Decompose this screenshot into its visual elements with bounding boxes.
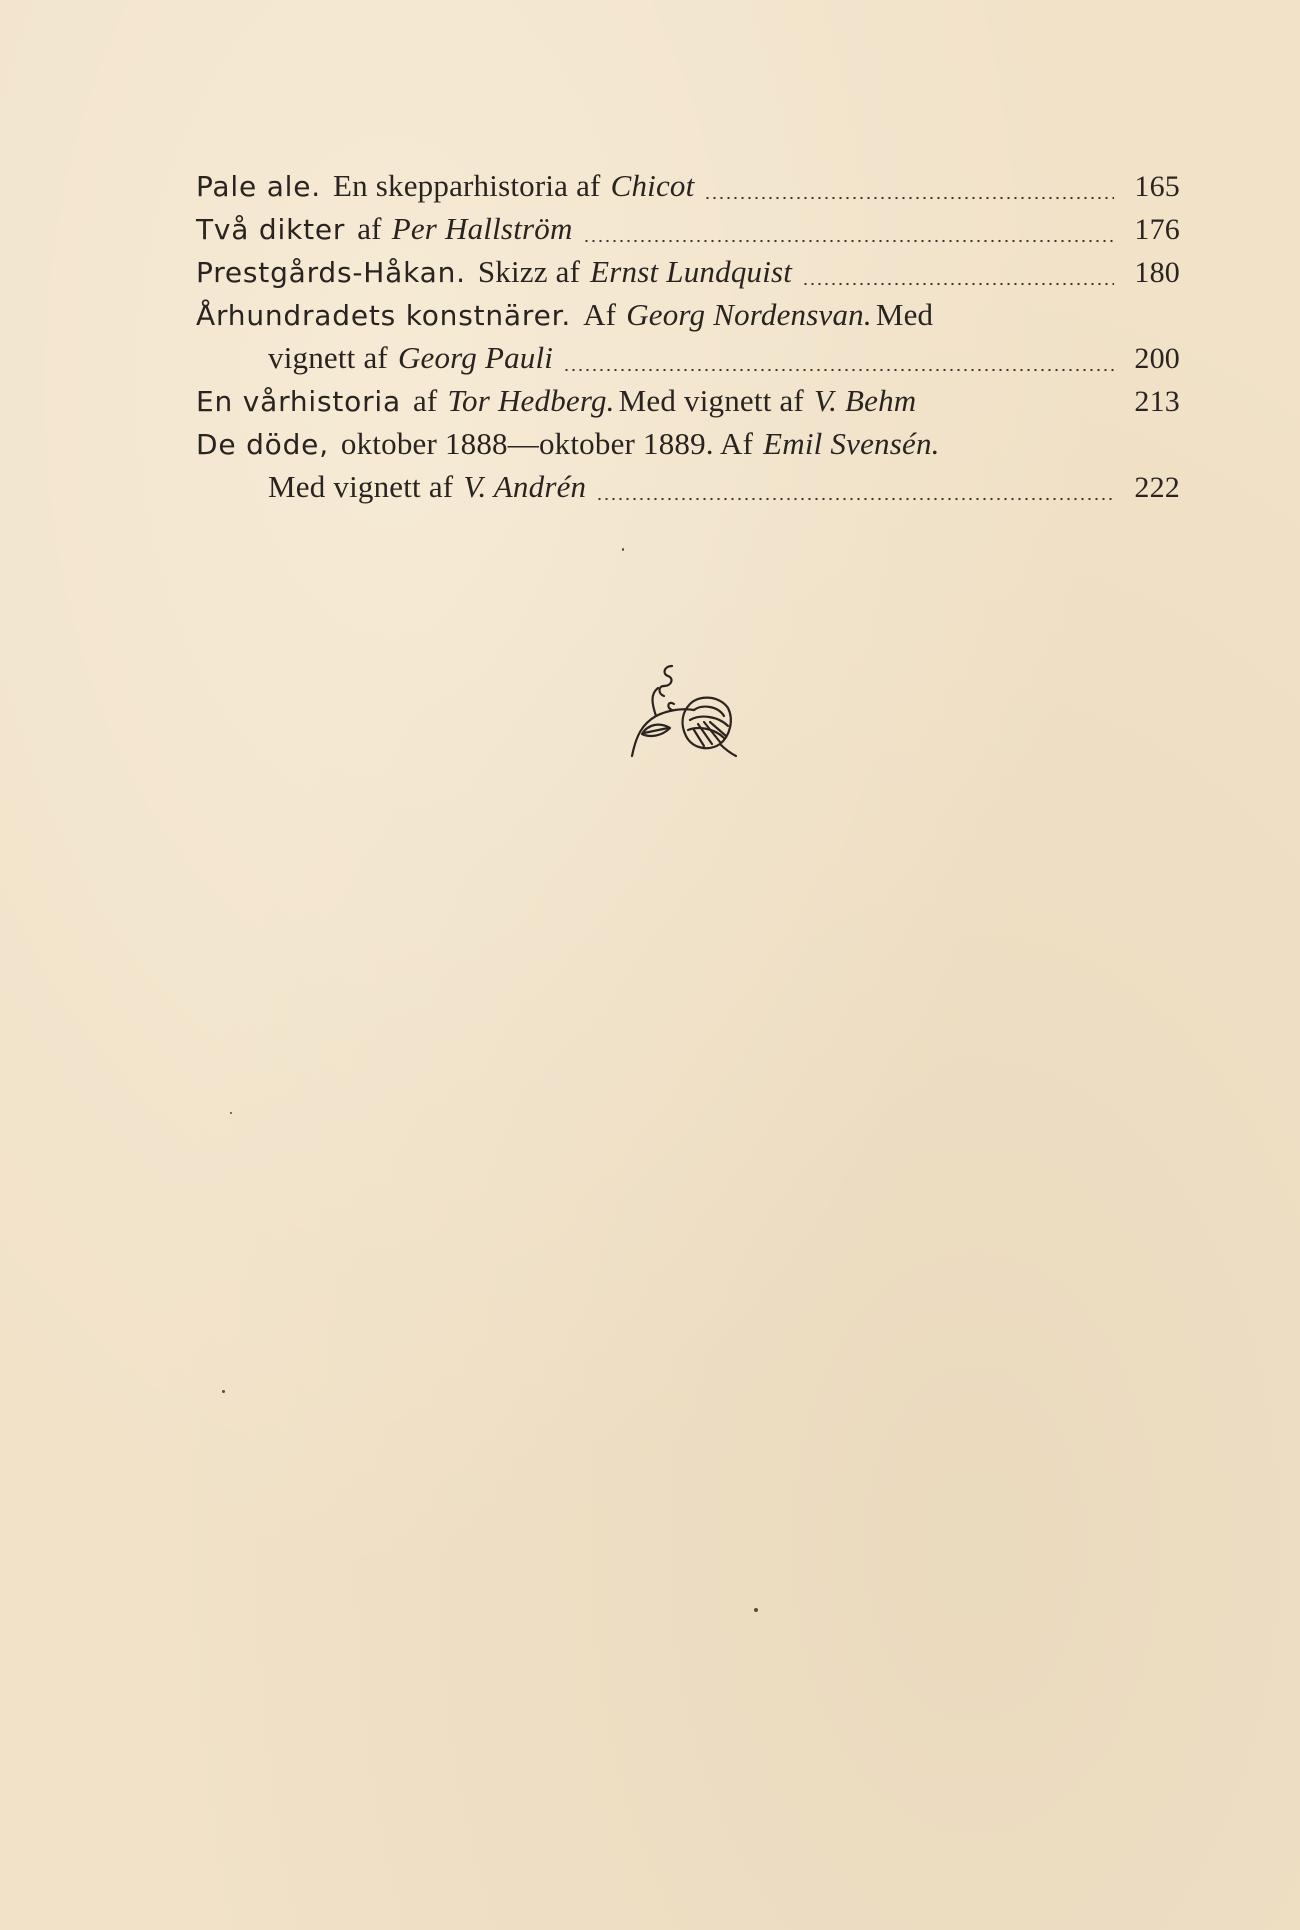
author-name: Per Hallström	[391, 211, 573, 246]
toc-line	[196, 379, 1180, 422]
entry-text: Med vignett af	[618, 383, 804, 418]
table-of-contents	[196, 164, 1180, 508]
entry-text: En skepparhistoria af	[332, 168, 601, 203]
page-number: 176	[1134, 213, 1180, 246]
entry-text: af	[357, 211, 382, 246]
entry-title: En vårhistoria	[196, 385, 401, 418]
author-name: Georg Nordensvan.	[626, 297, 872, 332]
toc-line	[196, 164, 1180, 207]
toc-line	[196, 293, 1180, 336]
dot-leader	[704, 176, 1114, 200]
paper-speck	[754, 1608, 758, 1612]
entry-text: Med vignett af	[268, 469, 454, 504]
toc-entry	[196, 250, 1180, 293]
toc-entry	[196, 293, 1180, 379]
toc-line	[196, 207, 1180, 250]
author-name: Chicot	[610, 168, 695, 203]
entry-text: Med	[875, 297, 934, 332]
entry-title: Pale ale.	[196, 170, 321, 203]
toc-entry	[196, 379, 1180, 422]
dot-leader	[596, 477, 1114, 501]
author-name: Emil Svensén.	[763, 426, 940, 461]
page-number: 213	[1134, 385, 1180, 418]
dot-leader	[563, 348, 1114, 372]
toc-entry	[196, 422, 1180, 508]
page-number: 200	[1134, 342, 1180, 375]
paper-speck	[222, 1390, 225, 1393]
toc-line	[196, 422, 1180, 465]
toc-line	[196, 465, 1180, 508]
entry-text: oktober 1888—oktober 1889. Af	[340, 426, 754, 461]
toc-line	[196, 250, 1180, 293]
entry-text: vignett af	[268, 340, 388, 375]
toc-entry	[196, 164, 1180, 207]
entry-title: De döde,	[196, 428, 329, 461]
author-name: V. Behm	[813, 383, 917, 418]
entry-title: Århundradets konstnärer.	[196, 299, 572, 332]
dot-leader	[802, 262, 1114, 286]
entry-text: Af	[583, 297, 617, 332]
author-name: Georg Pauli	[397, 340, 554, 375]
paper-speck	[230, 1112, 232, 1114]
dot-leader	[583, 219, 1114, 243]
acorn-branch-vignette-icon	[628, 664, 740, 764]
toc-line	[196, 336, 1180, 379]
entry-text: Skizz af	[477, 254, 581, 289]
page-number: 222	[1134, 471, 1180, 504]
entry-title: Två dikter	[196, 213, 346, 246]
paper-speck	[622, 548, 624, 551]
toc-entry	[196, 207, 1180, 250]
page-number: 165	[1134, 170, 1180, 203]
author-name: Ernst Lundquist	[590, 254, 793, 289]
page-number: 180	[1134, 256, 1180, 289]
author-name: V. Andrén	[463, 469, 587, 504]
entry-title: Prestgårds-Håkan.	[196, 256, 466, 289]
entry-text: af	[412, 383, 438, 418]
author-name: Tor Hedberg.	[447, 383, 615, 418]
